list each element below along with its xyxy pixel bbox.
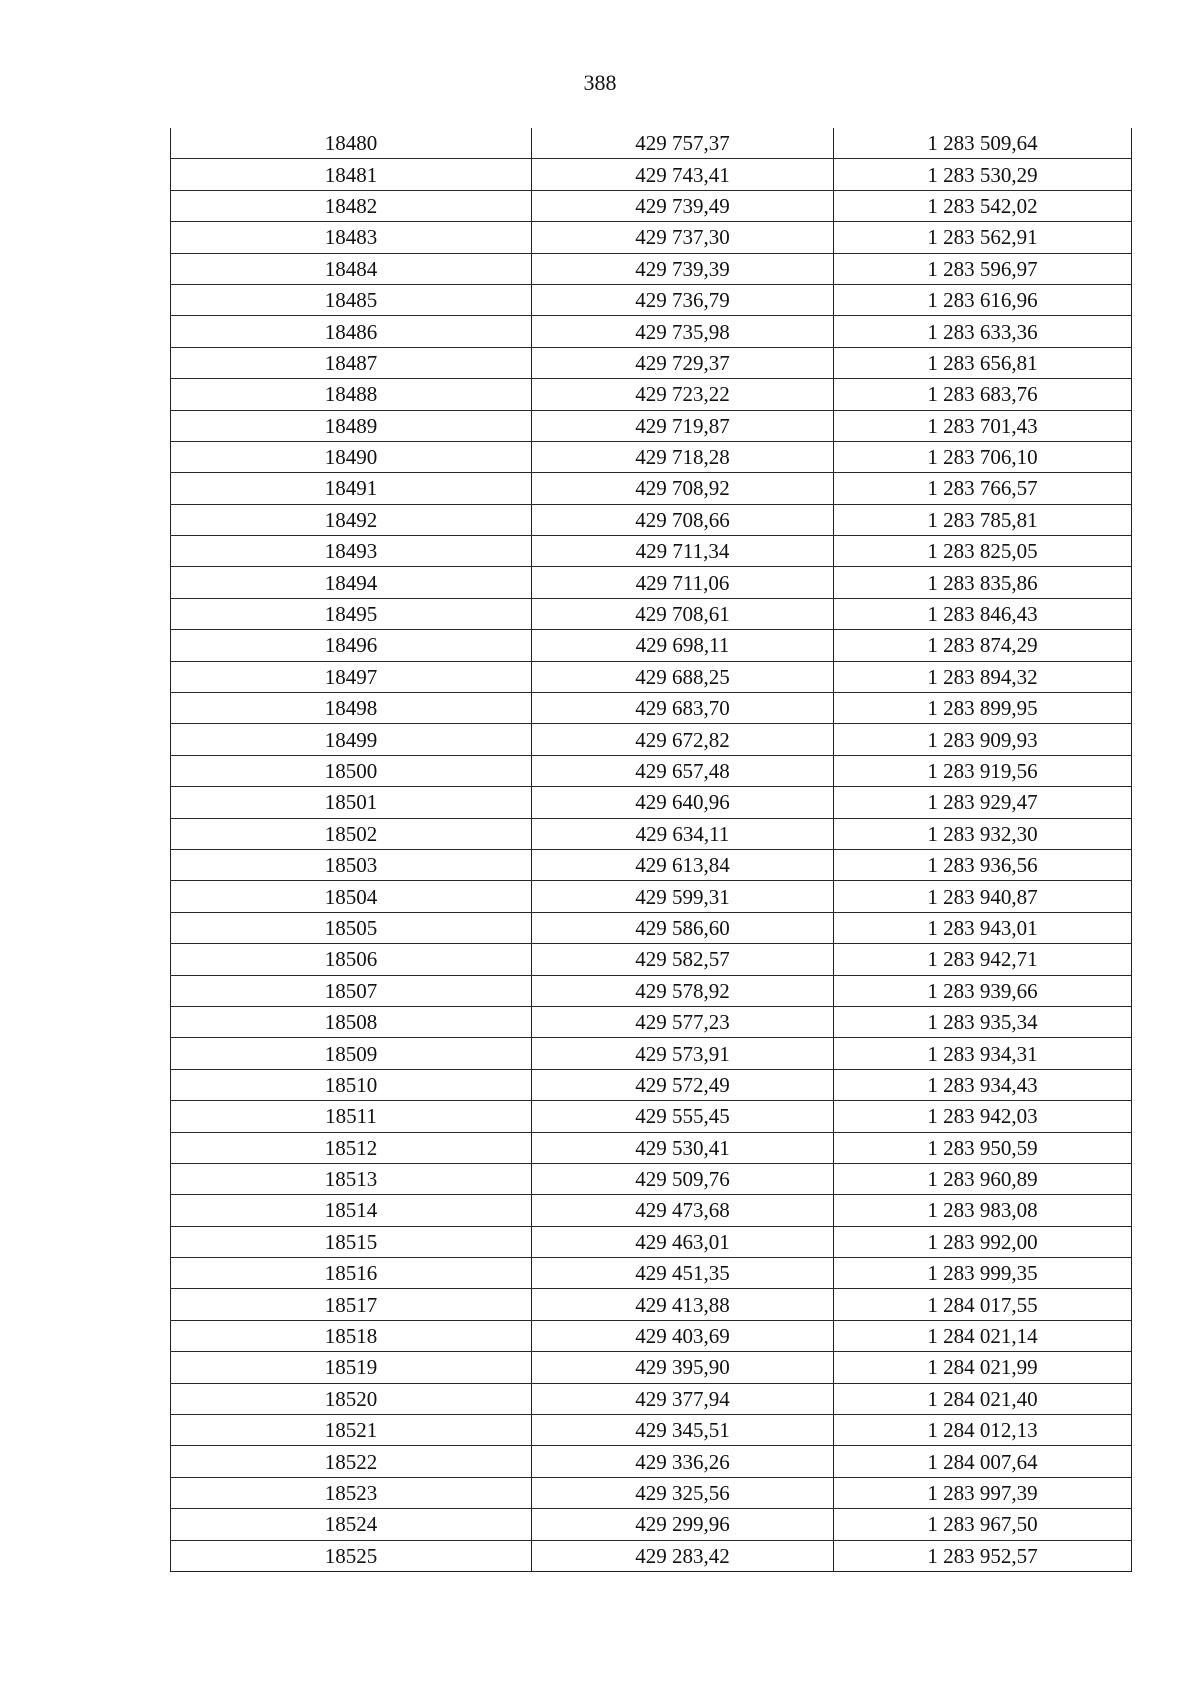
point-number-cell: 18519 (171, 1352, 532, 1383)
table-row (171, 1163, 1132, 1194)
table-row (171, 598, 1132, 629)
table-row (171, 473, 1132, 504)
x-coordinate-cell: 429 599,31 (532, 881, 834, 912)
y-coordinate-cell: 1 283 940,87 (834, 881, 1132, 912)
point-number-cell: 18510 (171, 1069, 532, 1100)
table-row (171, 441, 1132, 472)
x-coordinate-cell: 429 555,45 (532, 1101, 834, 1132)
table-row (171, 787, 1132, 818)
x-coordinate-cell: 429 739,39 (532, 253, 834, 284)
y-coordinate-cell: 1 283 706,10 (834, 441, 1132, 472)
y-coordinate-cell: 1 283 960,89 (834, 1163, 1132, 1194)
x-coordinate-cell: 429 672,82 (532, 724, 834, 755)
x-coordinate-cell: 429 688,25 (532, 661, 834, 692)
y-coordinate-cell: 1 283 530,29 (834, 159, 1132, 190)
x-coordinate-cell: 429 711,34 (532, 536, 834, 567)
y-coordinate-cell: 1 283 846,43 (834, 598, 1132, 629)
y-coordinate-cell: 1 283 935,34 (834, 1006, 1132, 1037)
point-number-cell: 18499 (171, 724, 532, 755)
x-coordinate-cell: 429 736,79 (532, 284, 834, 315)
table-row (171, 316, 1132, 347)
point-number-cell: 18495 (171, 598, 532, 629)
point-number-cell: 18483 (171, 222, 532, 253)
coordinates-table-body (171, 128, 1132, 1571)
point-number-cell: 18491 (171, 473, 532, 504)
x-coordinate-cell: 429 718,28 (532, 441, 834, 472)
y-coordinate-cell: 1 283 997,39 (834, 1477, 1132, 1508)
point-number-cell: 18522 (171, 1446, 532, 1477)
table-row (171, 1477, 1132, 1508)
table-row (171, 1509, 1132, 1540)
table-row (171, 347, 1132, 378)
x-coordinate-cell: 429 711,06 (532, 567, 834, 598)
point-number-cell: 18516 (171, 1258, 532, 1289)
y-coordinate-cell: 1 283 919,56 (834, 755, 1132, 786)
point-number-cell: 18502 (171, 818, 532, 849)
point-number-cell: 18501 (171, 787, 532, 818)
point-number-cell: 18500 (171, 755, 532, 786)
point-number-cell: 18518 (171, 1320, 532, 1351)
point-number-cell: 18525 (171, 1540, 532, 1571)
x-coordinate-cell: 429 336,26 (532, 1446, 834, 1477)
point-number-cell: 18504 (171, 881, 532, 912)
x-coordinate-cell: 429 345,51 (532, 1415, 834, 1446)
point-number-cell: 18490 (171, 441, 532, 472)
y-coordinate-cell: 1 283 785,81 (834, 504, 1132, 535)
table-row (171, 1195, 1132, 1226)
x-coordinate-cell: 429 582,57 (532, 944, 834, 975)
y-coordinate-cell: 1 283 835,86 (834, 567, 1132, 598)
point-number-cell: 18513 (171, 1163, 532, 1194)
table-row (171, 379, 1132, 410)
y-coordinate-cell: 1 283 934,43 (834, 1069, 1132, 1100)
x-coordinate-cell: 429 403,69 (532, 1320, 834, 1351)
table-row (171, 222, 1132, 253)
table-row (171, 1101, 1132, 1132)
x-coordinate-cell: 429 657,48 (532, 755, 834, 786)
y-coordinate-cell: 1 283 992,00 (834, 1226, 1132, 1257)
x-coordinate-cell: 429 377,94 (532, 1383, 834, 1414)
x-coordinate-cell: 429 683,70 (532, 693, 834, 724)
table-row (171, 1289, 1132, 1320)
table-row (171, 1038, 1132, 1069)
point-number-cell: 18484 (171, 253, 532, 284)
table-row (171, 159, 1132, 190)
x-coordinate-cell: 429 729,37 (532, 347, 834, 378)
y-coordinate-cell: 1 284 007,64 (834, 1446, 1132, 1477)
x-coordinate-cell: 429 395,90 (532, 1352, 834, 1383)
point-number-cell: 18487 (171, 347, 532, 378)
point-number-cell: 18481 (171, 159, 532, 190)
y-coordinate-cell: 1 283 942,03 (834, 1101, 1132, 1132)
y-coordinate-cell: 1 283 936,56 (834, 849, 1132, 880)
table-row (171, 630, 1132, 661)
table-row (171, 724, 1132, 755)
x-coordinate-cell: 429 708,66 (532, 504, 834, 535)
x-coordinate-cell: 429 698,11 (532, 630, 834, 661)
table-row (171, 975, 1132, 1006)
table-row (171, 912, 1132, 943)
x-coordinate-cell: 429 757,37 (532, 128, 834, 159)
table-row (171, 693, 1132, 724)
y-coordinate-cell: 1 284 021,14 (834, 1320, 1132, 1351)
x-coordinate-cell: 429 463,01 (532, 1226, 834, 1257)
point-number-cell: 18480 (171, 128, 532, 159)
point-number-cell: 18493 (171, 536, 532, 567)
y-coordinate-cell: 1 284 021,40 (834, 1383, 1132, 1414)
table-row (171, 755, 1132, 786)
y-coordinate-cell: 1 283 932,30 (834, 818, 1132, 849)
y-coordinate-cell: 1 283 633,36 (834, 316, 1132, 347)
x-coordinate-cell: 429 325,56 (532, 1477, 834, 1508)
point-number-cell: 18509 (171, 1038, 532, 1069)
y-coordinate-cell: 1 284 012,13 (834, 1415, 1132, 1446)
table-row (171, 1006, 1132, 1037)
x-coordinate-cell: 429 572,49 (532, 1069, 834, 1100)
point-number-cell: 18488 (171, 379, 532, 410)
y-coordinate-cell: 1 283 899,95 (834, 693, 1132, 724)
point-number-cell: 18503 (171, 849, 532, 880)
point-number-cell: 18506 (171, 944, 532, 975)
point-number-cell: 18492 (171, 504, 532, 535)
table-row (171, 410, 1132, 441)
x-coordinate-cell: 429 708,92 (532, 473, 834, 504)
point-number-cell: 18515 (171, 1226, 532, 1257)
x-coordinate-cell: 429 719,87 (532, 410, 834, 441)
point-number-cell: 18523 (171, 1477, 532, 1508)
point-number-cell: 18505 (171, 912, 532, 943)
table-row (171, 128, 1132, 159)
point-number-cell: 18494 (171, 567, 532, 598)
x-coordinate-cell: 429 737,30 (532, 222, 834, 253)
y-coordinate-cell: 1 284 017,55 (834, 1289, 1132, 1320)
x-coordinate-cell: 429 735,98 (532, 316, 834, 347)
point-number-cell: 18512 (171, 1132, 532, 1163)
table-row (171, 1446, 1132, 1477)
coordinates-table (170, 128, 1132, 1572)
table-row (171, 1132, 1132, 1163)
x-coordinate-cell: 429 708,61 (532, 598, 834, 629)
x-coordinate-cell: 429 473,68 (532, 1195, 834, 1226)
table-row (171, 1540, 1132, 1571)
point-number-cell: 18496 (171, 630, 532, 661)
point-number-cell: 18507 (171, 975, 532, 1006)
table-row (171, 536, 1132, 567)
point-number-cell: 18517 (171, 1289, 532, 1320)
point-number-cell: 18508 (171, 1006, 532, 1037)
y-coordinate-cell: 1 283 939,66 (834, 975, 1132, 1006)
y-coordinate-cell: 1 283 766,57 (834, 473, 1132, 504)
x-coordinate-cell: 429 613,84 (532, 849, 834, 880)
table-row (171, 1320, 1132, 1351)
y-coordinate-cell: 1 283 943,01 (834, 912, 1132, 943)
point-number-cell: 18514 (171, 1195, 532, 1226)
table-row (171, 1383, 1132, 1414)
y-coordinate-cell: 1 283 983,08 (834, 1195, 1132, 1226)
y-coordinate-cell: 1 283 683,76 (834, 379, 1132, 410)
point-number-cell: 18485 (171, 284, 532, 315)
y-coordinate-cell: 1 283 701,43 (834, 410, 1132, 441)
table-row (171, 504, 1132, 535)
point-number-cell: 18482 (171, 190, 532, 221)
table-row (171, 661, 1132, 692)
table-row (171, 944, 1132, 975)
table-row (171, 1415, 1132, 1446)
point-number-cell: 18498 (171, 693, 532, 724)
table-row (171, 1352, 1132, 1383)
y-coordinate-cell: 1 283 874,29 (834, 630, 1132, 661)
x-coordinate-cell: 429 577,23 (532, 1006, 834, 1037)
x-coordinate-cell: 429 640,96 (532, 787, 834, 818)
x-coordinate-cell: 429 283,42 (532, 1540, 834, 1571)
point-number-cell: 18521 (171, 1415, 532, 1446)
y-coordinate-cell: 1 284 021,99 (834, 1352, 1132, 1383)
x-coordinate-cell: 429 413,88 (532, 1289, 834, 1320)
y-coordinate-cell: 1 283 967,50 (834, 1509, 1132, 1540)
x-coordinate-cell: 429 739,49 (532, 190, 834, 221)
point-number-cell: 18520 (171, 1383, 532, 1414)
y-coordinate-cell: 1 283 950,59 (834, 1132, 1132, 1163)
page-number: 388 (583, 70, 617, 95)
table-row (171, 567, 1132, 598)
x-coordinate-cell: 429 530,41 (532, 1132, 834, 1163)
table-row (171, 253, 1132, 284)
point-number-cell: 18524 (171, 1509, 532, 1540)
x-coordinate-cell: 429 573,91 (532, 1038, 834, 1069)
y-coordinate-cell: 1 283 509,64 (834, 128, 1132, 159)
x-coordinate-cell: 429 299,96 (532, 1509, 834, 1540)
x-coordinate-cell: 429 451,35 (532, 1258, 834, 1289)
y-coordinate-cell: 1 283 999,35 (834, 1258, 1132, 1289)
table-row (171, 284, 1132, 315)
x-coordinate-cell: 429 586,60 (532, 912, 834, 943)
x-coordinate-cell: 429 743,41 (532, 159, 834, 190)
point-number-cell: 18511 (171, 1101, 532, 1132)
table-row (171, 881, 1132, 912)
table-row (171, 818, 1132, 849)
y-coordinate-cell: 1 283 929,47 (834, 787, 1132, 818)
point-number-cell: 18497 (171, 661, 532, 692)
point-number-cell: 18486 (171, 316, 532, 347)
y-coordinate-cell: 1 283 562,91 (834, 222, 1132, 253)
y-coordinate-cell: 1 283 656,81 (834, 347, 1132, 378)
y-coordinate-cell: 1 283 616,96 (834, 284, 1132, 315)
y-coordinate-cell: 1 283 542,02 (834, 190, 1132, 221)
table-row (171, 1258, 1132, 1289)
x-coordinate-cell: 429 723,22 (532, 379, 834, 410)
y-coordinate-cell: 1 283 894,32 (834, 661, 1132, 692)
y-coordinate-cell: 1 283 952,57 (834, 1540, 1132, 1571)
table-row (171, 1226, 1132, 1257)
x-coordinate-cell: 429 509,76 (532, 1163, 834, 1194)
x-coordinate-cell: 429 578,92 (532, 975, 834, 1006)
y-coordinate-cell: 1 283 942,71 (834, 944, 1132, 975)
table-row (171, 1069, 1132, 1100)
y-coordinate-cell: 1 283 825,05 (834, 536, 1132, 567)
table-row (171, 190, 1132, 221)
y-coordinate-cell: 1 283 596,97 (834, 253, 1132, 284)
point-number-cell: 18489 (171, 410, 532, 441)
x-coordinate-cell: 429 634,11 (532, 818, 834, 849)
y-coordinate-cell: 1 283 909,93 (834, 724, 1132, 755)
y-coordinate-cell: 1 283 934,31 (834, 1038, 1132, 1069)
table-row (171, 849, 1132, 880)
